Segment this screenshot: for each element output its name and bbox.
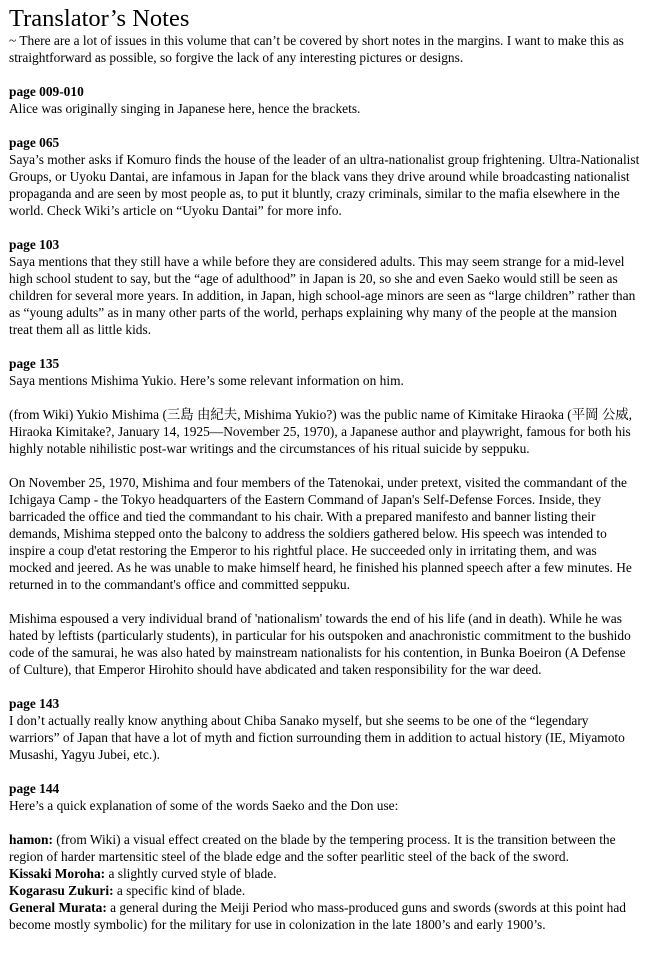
glossary-entry: [9, 831, 640, 865]
section-heading: page 103: [9, 237, 60, 252]
glossary-term: Kissaki Moroha:: [9, 866, 106, 881]
glossary-term: Kogarasu Zukuri:: [9, 883, 114, 898]
section-paragraph: Here’s a quick explanation of some of the words Saeko and the Don use:: [9, 798, 399, 813]
glossary-definition: a slightly curved style of blade.: [105, 866, 277, 881]
section-heading: page 135: [9, 356, 60, 371]
glossary-term: General Murata:: [9, 900, 107, 915]
section-heading: page 144: [9, 781, 60, 796]
section-paragraph: On November 25, 1970, Mishima and four members of the Tatenokai, under pretext, visited the commandant of the Ichigaya Camp - the Tokyo headquarters of the Eastern Command of Japan's Self-Defense Forces. Inside, they barricaded the office and tied the commandant to his chair. With a prepared manifesto and banner listing their demands, Mishima stepped onto the balcony to address the soldiers gathered below. His speech was intended to inspire a coup d'etat restoring the Emperor to his rightful place. He succeeded only in irritating them, and was mocked and jeered. As he was unable to make himself heard, he finished his planned speech after a few minutes. He returned in to the commandant's office and committed seppuku.: [9, 475, 632, 592]
glossary-term: hamon:: [9, 832, 53, 847]
glossary-definition: a general during the Meiji Period who mass-produced guns and swords (swords at this point had become mostly symbolic) for the military for use in colonization in the late 1800’s and early 1900’s.: [9, 900, 626, 932]
section-paragraph: I don’t actually really know anything about Chiba Sanako myself, but she seems to be one of the “legendary warriors” of Japan that have a lot of myth and fiction surrounding them in addition to actual history (IE, Miyamoto Musashi, Yagyu Jubei, etc.).: [9, 713, 625, 762]
page-title: Translator’s Notes: [9, 5, 190, 32]
glossary-definition: a specific kind of blade.: [113, 883, 246, 898]
intro-text: ~ There are a lot of issues in this volume that can’t be covered by short notes in the margins. I want to make this as straightforward as possible, so forgive the lack of any interesting pictures or designs.: [9, 33, 624, 65]
section-heading: page 065: [9, 135, 60, 150]
glossary-definition: (from Wiki) a visual effect created on the blade by the tempering process. It is the transition between the region of harder martensitic steel of the blade edge and the softer pearlitic steel of the back of the sword.: [9, 832, 616, 864]
section-paragraph: Alice was originally singing in Japanese here, hence the brackets.: [9, 101, 361, 116]
section-paragraph: Saya mentions that they still have a while before they are considered adults. This may seem strange for a mid-level high school student to say, but the “age of adulthood” in Japan is 20, so she and even Saeko would still be seen as children for several more years. In addition, in Japan, high school-age minors are seen as “large children” rather than as “young adults” as in many other parts of the world, perhaps explaining why many of the people at the mansion treat them all as little kids.: [9, 254, 636, 337]
section-paragraph: Saya’s mother asks if Komuro finds the house of the leader of an ultra-nationalist group frightening. Ultra-Nationalist Groups, or Uyoku Dantai, are infamous in Japan for the black vans they drive around while broadcasting nationalist propaganda and are seen by most people as, to put it bluntly, crazy criminals, similar to the mafia elsewhere in the world. Check Wiki’s article on “Uyoku Dantai” for more info.: [9, 152, 640, 218]
glossary-entry: [9, 899, 640, 933]
glossary-entry: [9, 865, 640, 882]
section-heading: page 143: [9, 696, 60, 711]
section-paragraph: Mishima espoused a very individual brand of 'nationalism' towards the end of his life (and in death). While he was hated by leftists (particularly students), in particular for his outspoken and anachronistic commitment to the bushido code of the samurai, he was also hated by mainstream nationalists for his contention, in Bunka Boeiron (A Defense of Culture), that Emperor Hirohito should have abdicated and taken responsibility for the war deed.: [9, 611, 631, 677]
section-heading: page 009-010: [9, 84, 84, 99]
section-paragraph: Saya mentions Mishima Yukio. Here’s some relevant information on him.: [9, 373, 404, 388]
glossary-entry: [9, 882, 640, 899]
section-paragraph: (from Wiki) Yukio Mishima (三島 由紀夫, Mishima Yukio?) was the public name of Kimitake Hiraoka (平岡 公威, Hiraoka Kimitake?, January 14, 1925—November 25, 1970), a Japanese author and playwright, famous for both his highly notable nihilistic post-war writings and the circumstances of his ritual suicide by seppuku.: [9, 407, 633, 456]
